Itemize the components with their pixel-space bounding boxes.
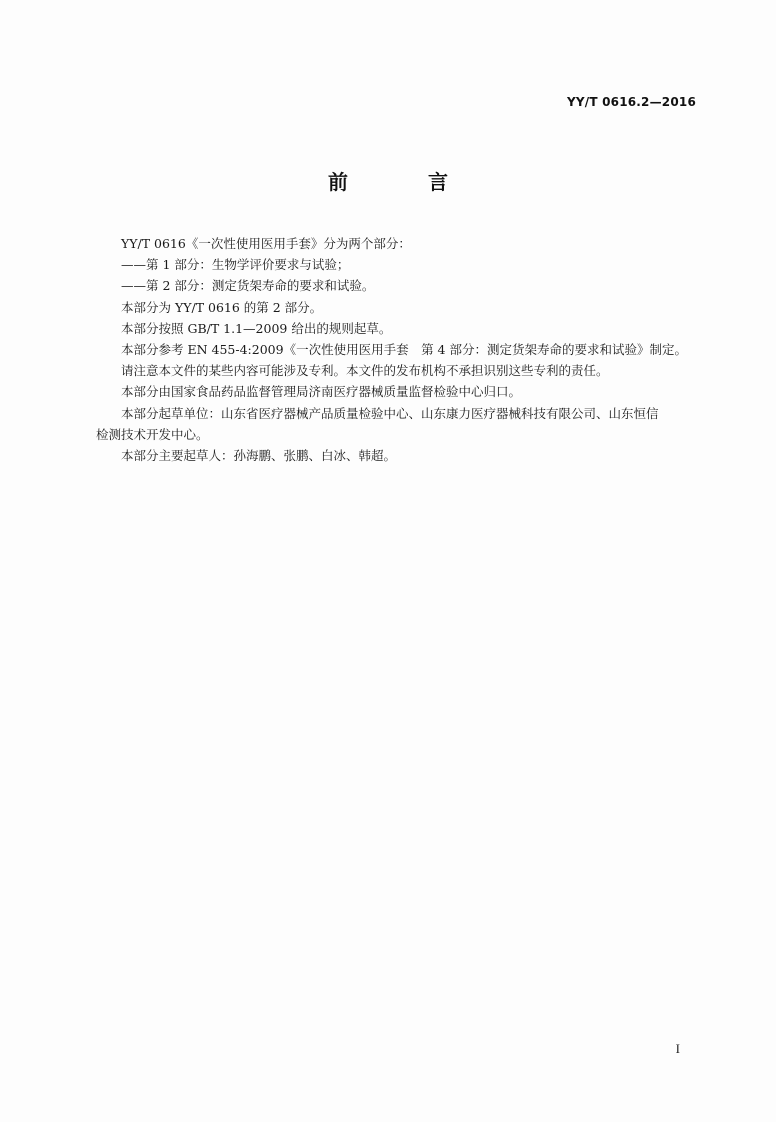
paragraph-drafting-units [96,403,696,445]
paragraph-centralized-by: 本部分由国家食品药品监督管理局济南医疗器械质量监督检验中心归口。 [121,384,522,400]
drafting-units-line-2: 检测技术开发中心。 [96,426,209,442]
paragraph-drafters: 本部分主要起草人：孙海鹏、张鹏、白冰、韩超。 [121,448,397,464]
drafting-units-line-1: 本部分起草单位：山东省医疗器械产品质量检验中心、山东康力医疗器械科技有限公司、山东恒信 [121,405,659,421]
standard-code: YY/T 0616.2—2016 [566,95,696,109]
paragraph-patent-notice: 请注意本文件的某些内容可能涉及专利。本文件的发布机构不承担识别这些专利的责任。 [121,363,609,379]
paragraph-reference: 本部分参考 EN 455-4:2009《一次性使用医用手套 第 4 部分：测定货架寿命的要求和试验》制定。 [121,342,687,358]
page-title: 前 言 [328,170,478,194]
page-number: I [675,1041,680,1056]
paragraph-part-1: ——第 1 部分：生物学评价要求与试验； [121,257,350,273]
paragraph-part-2: ——第 2 部分：测定货架寿命的要求和试验。 [121,278,375,294]
preface-body [96,233,696,466]
paragraph-drafting-rules: 本部分按照 GB/T 1.1—2009 给出的规则起草。 [121,320,392,336]
paragraph-this-part: 本部分为 YY/T 0616 的第 2 部分。 [121,299,323,315]
paragraph-parts-intro: YY/T 0616《一次性使用医用手套》分为两个部分： [121,236,411,251]
